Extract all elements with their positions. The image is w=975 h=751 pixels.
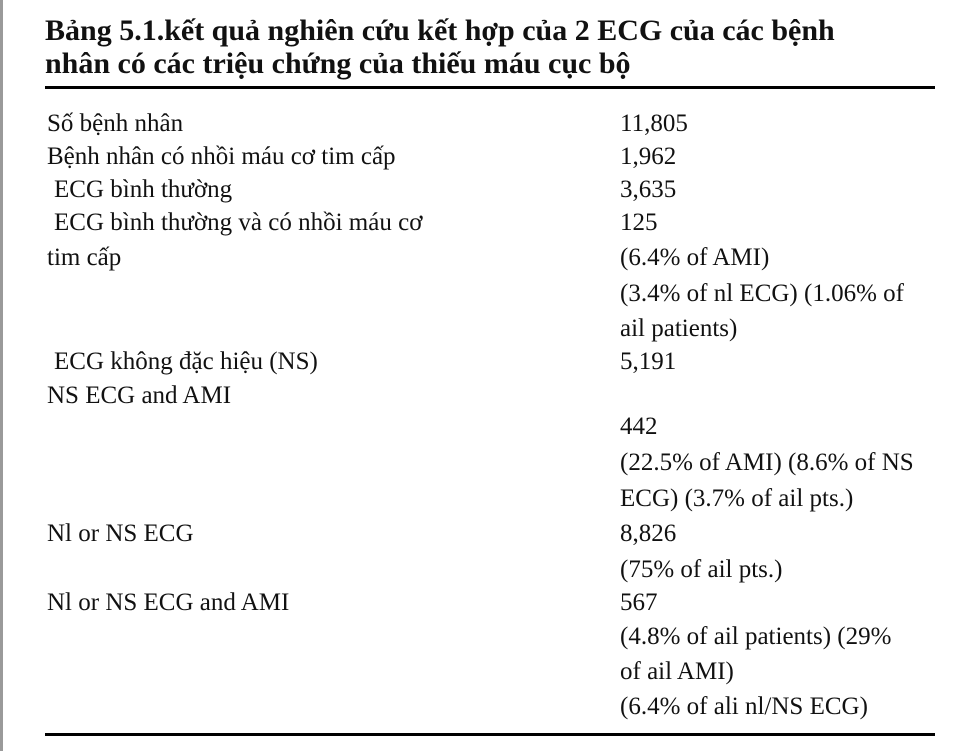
row-value-normal-ecg-ami-3: (3.4% of nl ECG) (1.06% of <box>620 280 904 307</box>
row-value-ns-ecg: 5,191 <box>620 348 677 375</box>
row-value-nl-or-ns-ecg-1: 8,826 <box>620 520 677 547</box>
row-value-nl-or-ns-ecg-ami-4: (6.4% of ali nl/NS ECG) <box>620 693 868 720</box>
row-value-ns-ecg-ami-1: 442 <box>620 413 658 440</box>
row-value-nl-or-ns-ecg-ami-3: of ail AMI) <box>620 658 734 685</box>
row-value-ns-ecg-ami-3: ECG) (3.7% of ail pts.) <box>620 485 854 512</box>
row-label-ns-ecg-ami: NS ECG and AMI <box>47 382 232 409</box>
table-title-line-2: nhân có các triệu chứng của thiếu máu cục bộ <box>45 47 631 80</box>
row-label-nl-or-ns-ecg: Nl or NS ECG <box>47 520 194 547</box>
row-value-normal-ecg-ami-1: 125 <box>620 209 658 236</box>
row-value-normal-ecg-ami-2: (6.4% of AMI) <box>620 244 770 271</box>
row-label-nl-or-ns-ecg-ami: Nl or NS ECG and AMI <box>47 589 290 616</box>
left-border <box>0 0 3 751</box>
row-value-nl-or-ns-ecg-2: (75% of ail pts.) <box>620 556 783 583</box>
row-value-normal-ecg-ami-4: ail patients) <box>620 315 738 342</box>
row-value-ns-ecg-ami-2: (22.5% of AMI) (8.6% of NS <box>620 449 914 476</box>
table-title <box>45 14 945 80</box>
bottom-rule <box>45 733 935 736</box>
top-rule <box>45 86 935 89</box>
row-value-ami: 1,962 <box>620 143 677 170</box>
row-label-patients: Số bệnh nhân <box>47 110 184 137</box>
row-label-ns-ecg: ECG không đặc hiệu (NS) <box>54 348 318 375</box>
row-value-normal-ecg: 3,635 <box>620 176 677 203</box>
row-label-normal-ecg: ECG bình thường <box>54 176 233 203</box>
table-title-line-1: Bảng 5.1.kết quả nghiên cứu kết hợp của 2 ECG của các bệnh <box>45 14 835 47</box>
row-label-ami: Bệnh nhân có nhồi máu cơ tim cấp <box>47 143 396 170</box>
row-value-nl-or-ns-ecg-ami-2: (4.8% of ail patients) (29% <box>620 623 892 650</box>
row-label-normal-ecg-ami-1: ECG bình thường và có nhồi máu cơ <box>54 209 423 236</box>
row-label-normal-ecg-ami-2: tim cấp <box>47 244 122 271</box>
row-value-patients: 11,805 <box>620 110 688 137</box>
row-value-nl-or-ns-ecg-ami-1: 567 <box>620 589 658 616</box>
